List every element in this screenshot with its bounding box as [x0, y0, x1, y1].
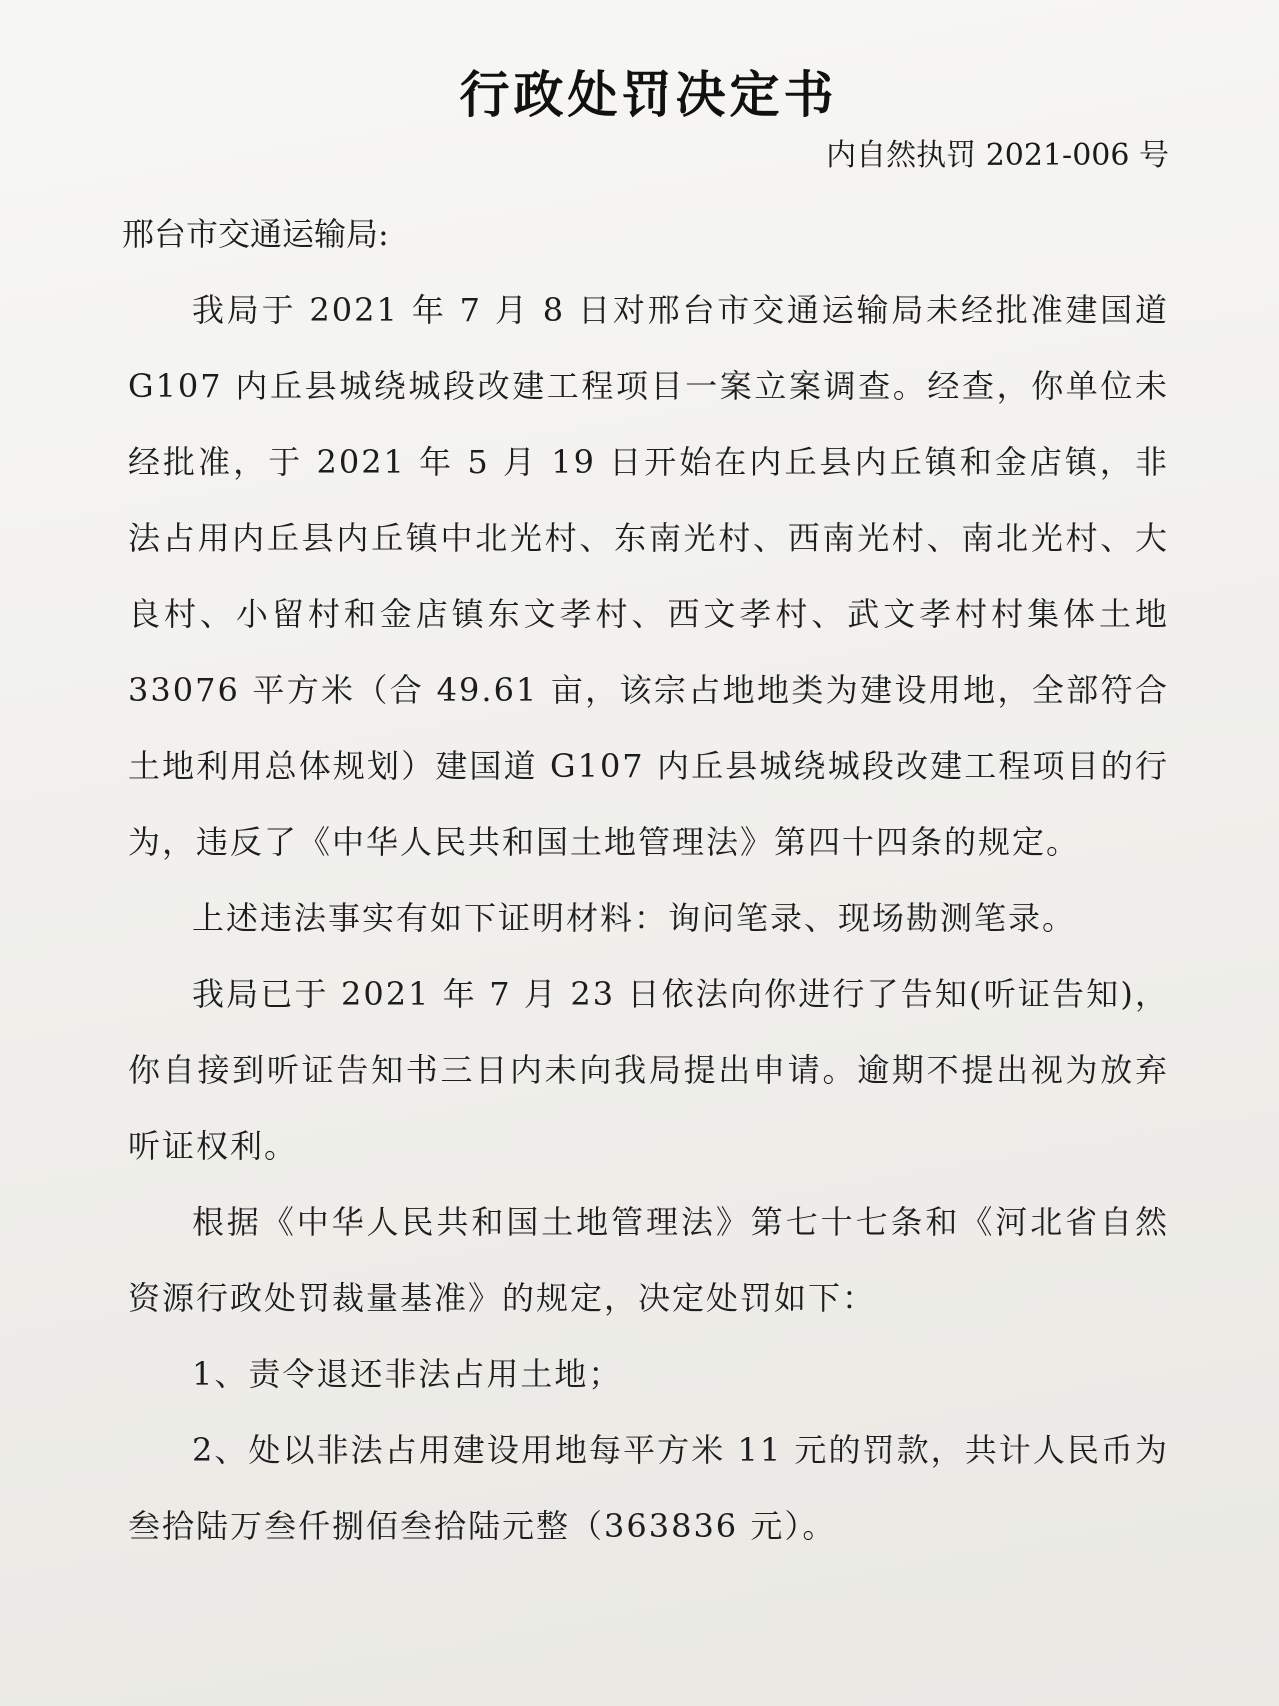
document-title: 行政处罚决定书: [459, 66, 838, 124]
paragraph-hearing-notice: 我局已于 2021 年 7 月 23 日依法向你进行了告知(听证告知)，你自接到听证告知书三日内未向我局提出申请。逾期不提出视为放弃听证权利。: [128, 975, 1169, 1165]
paragraph-legal-basis: 根据《中华人民共和国土地管理法》第七十七条和《河北省自然资源行政处罚裁量基准》的规定，决定处罚如下：: [128, 1203, 1169, 1317]
penalty-item-1: 1、责令退还非法占用土地；: [192, 1355, 623, 1393]
paragraph-case-facts: 我局于 2021 年 7 月 8 日对邢台市交通运输局未经批准建国道 G107 内丘县城绕城段改建工程项目一案立案调查。经查，你单位未经批准，于 2021 年 5 月 19 日开始在内丘县内丘镇和金店镇，非法占用内丘县内丘镇中北光村、东南光村、西南光村、南北光村、大良村、小留村和金店镇东文孝村、西文孝村、武文孝村村集体土地 33076 平方米（合 49.61 亩，该宗占地地类为建设用地，全部符合土地利用总体规划）建国道 G107 内丘县城绕城段改建工程项目的行为，违反了《中华人民共和国土地管理法》第四十四条的规定。: [128, 291, 1169, 861]
paragraph-evidence: 上述违法事实有如下证明材料：询问笔录、现场勘测笔录。: [192, 899, 1077, 937]
addressee: 邢台市交通运输局:: [122, 215, 389, 253]
document-number: 内自然执罚 2021-006 号: [826, 138, 1169, 173]
penalty-item-2: 2、处以非法占用建设用地每平方米 11 元的罚款，共计人民币为叁拾陆万叁仟捌佰叁拾陆元整（363836 元）。: [128, 1431, 1169, 1545]
